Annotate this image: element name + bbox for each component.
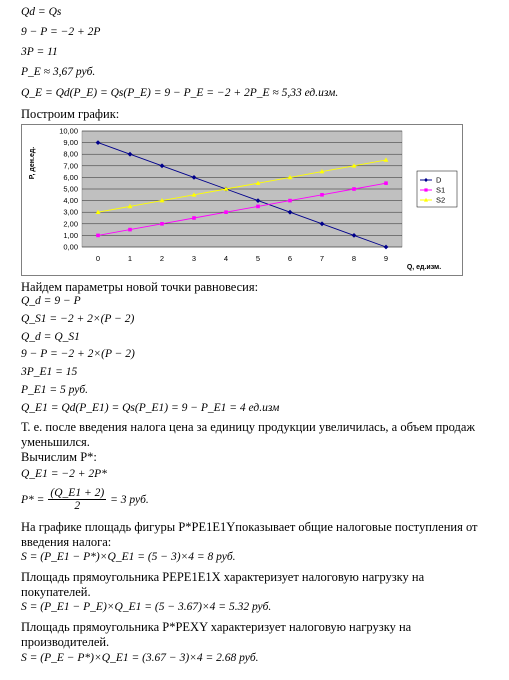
y-tick-label: 4,00	[63, 196, 78, 206]
legend-label-s1: S1	[436, 185, 446, 195]
legend-label-s2: S2	[436, 195, 446, 205]
mid-formula-1: Q_d = 9 − P	[21, 295, 81, 307]
data-point-s1	[96, 234, 100, 238]
data-point-s1	[224, 210, 228, 214]
y-tick-label: 6,00	[63, 172, 78, 182]
mid-formula-6: P_E1 = 5 руб.	[21, 384, 89, 396]
y-tick-label: 5,00	[63, 184, 78, 194]
mid-formula-5: 3P_E1 = 15	[21, 366, 78, 378]
data-point-s1	[320, 193, 324, 197]
data-point-s1	[192, 216, 196, 220]
calc-pstar-title: Вычислим Р*:	[21, 450, 97, 464]
y-tick-label: 7,00	[63, 161, 78, 171]
new-equilibrium-title: Найдем параметры новой точки равновесия:	[21, 280, 259, 294]
chart-legend	[417, 171, 457, 207]
legend-label-d: D	[436, 175, 442, 185]
formula-line-5: Q_E = Qd(P_E) = Qs(P_E) = 9 − P_E = −2 + 2P_E ≈ 5,33 ед.изм.	[21, 87, 339, 99]
formula-line-2: 9 − P = −2 + 2P	[21, 26, 101, 38]
supply-demand-chart	[21, 124, 463, 276]
x-tick-label: 2	[159, 254, 165, 263]
x-tick-label: 1	[127, 254, 133, 263]
x-tick-label: 5	[255, 254, 261, 263]
area3-formula: S = (P_E − P*)×Q_E1 = (3.67 − 3)×4 = 2.68 руб.	[21, 652, 259, 664]
area2-text-2: покупателей.	[21, 585, 91, 599]
pstar-numerator: (Q_E1 + 2)	[50, 487, 105, 499]
pstar-right: = 3 руб.	[110, 493, 149, 506]
y-tick-label: 0,00	[63, 242, 78, 252]
y-tick-labels	[59, 127, 78, 252]
data-point-s1	[128, 228, 132, 232]
conclusion-line-2: уменьшился.	[21, 435, 90, 449]
x-tick-labels	[96, 254, 388, 263]
x-axis-label: Q, ед.изм.	[406, 264, 442, 271]
data-point-s1	[160, 222, 164, 226]
formula-line-1: Qd = Qs	[21, 6, 62, 18]
y-axis-label: P, ден.ед.	[29, 146, 36, 180]
mid-formula-7: Q_E1 = Qd(P_E1) = Qs(P_E1) = 9 − P_E1 = 4 ед.изм	[21, 402, 280, 414]
data-point-s1	[384, 181, 388, 185]
x-tick-label: 7	[319, 254, 325, 263]
formula-line-4: P_E ≈ 3,67 руб.	[21, 66, 96, 78]
pstar-fraction	[48, 487, 106, 512]
build-chart-text: Построим график:	[21, 107, 120, 121]
data-point-s1	[352, 187, 356, 191]
mid-formula-3: Q_d = Q_S1	[21, 331, 80, 343]
data-point-s1	[288, 199, 292, 203]
x-tick-label: 9	[383, 254, 389, 263]
chart-svg	[22, 125, 462, 275]
x-tick-label: 6	[287, 254, 293, 263]
area1-text-2: введения налога:	[21, 535, 112, 549]
x-tick-label: 0	[95, 254, 101, 263]
pstar-left: P* =	[21, 493, 45, 506]
area2-formula: S = (P_E1 − P_E)×Q_E1 = (5 − 3.67)×4 = 5.32 руб.	[21, 601, 272, 613]
mid-formula-2: Q_S1 = −2 + 2×(P − 2)	[21, 313, 135, 325]
x-tick-label: 8	[351, 254, 357, 263]
data-point-s1	[256, 205, 260, 209]
formula-line-3: 3P = 11	[21, 46, 58, 58]
y-tick-label: 1,00	[63, 230, 78, 240]
area3-text-2: производителей.	[21, 635, 110, 649]
y-tick-label: 3,00	[63, 207, 78, 217]
mid-formula-4: 9 − P = −2 + 2×(P − 2)	[21, 348, 135, 360]
y-tick-label: 8,00	[63, 149, 78, 159]
x-tick-label: 4	[223, 254, 229, 263]
pstar-equation-2	[21, 487, 149, 512]
pstar-equation-1: Q_E1 = −2 + 2P*	[21, 468, 107, 480]
pstar-denominator: 2	[74, 500, 81, 512]
area1-formula: S = (P_E1 − P*)×Q_E1 = (5 − 3)×4 = 8 руб.	[21, 551, 236, 563]
y-tick-label: 10,00	[59, 126, 78, 136]
area1-text-1: На графике площадь фигуры P*PE1E1Yпоказывает общие налоговые поступления от	[21, 520, 478, 534]
area3-text-1: Площадь прямоугольника P*PEXY характеризует налоговую нагрузку на	[21, 620, 412, 634]
area2-text-1: Площадь прямоугольника PEPE1E1X характеризует налоговую нагрузку на	[21, 570, 425, 584]
conclusion-line-1: Т. е. после введения налога цена за единицу продукции увеличилась, а объем продаж	[21, 420, 476, 434]
y-tick-label: 2,00	[63, 219, 78, 229]
x-tick-label: 3	[191, 254, 197, 263]
y-tick-label: 9,00	[63, 138, 78, 148]
